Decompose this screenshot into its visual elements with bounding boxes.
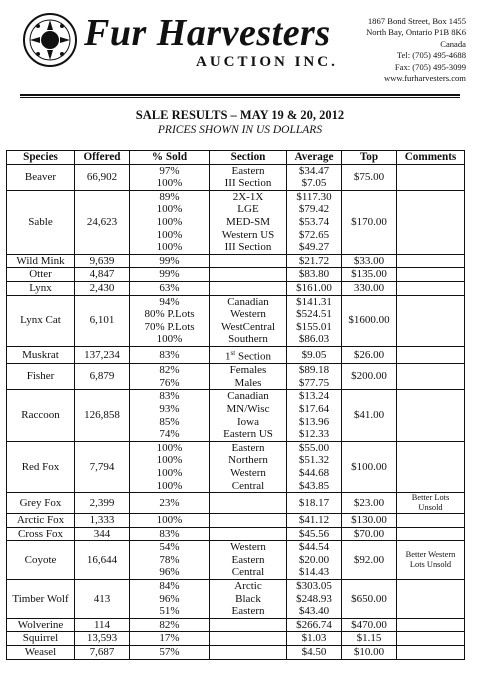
top-cell: $41.00 [342,390,397,441]
top-cell: $75.00 [342,164,397,190]
average-cell [287,295,342,346]
comments-cell [397,254,465,268]
sold-cell-line: 74% [159,428,180,441]
table-row [7,164,465,190]
species-cell: Beaver [7,164,75,190]
species-cell: Arctic Fox [7,514,75,528]
average-cell-line: $49.27 [298,241,330,254]
average-cell-line: $51.32 [298,454,330,467]
section-cell-line: 2X-1X [232,190,264,203]
section-cell-line: Western [230,466,266,479]
average-cell-line: $86.03 [298,333,330,346]
average-cell-line: $43.85 [298,479,330,492]
section-cell-line: Females [229,364,267,377]
table-row [7,441,465,492]
section-cell-line: Eastern [231,605,265,618]
offered-cell: 114 [75,618,130,632]
sold-cell-line: 57% [159,646,180,659]
table-row [7,618,465,632]
comments-cell: Better Western Lots Unsold [397,541,465,580]
top-cell: $200.00 [342,364,397,390]
sold-cell-line: 100% [156,454,183,467]
section-cell-line: Western [230,541,266,554]
sold-cell-line: 82% [159,618,180,631]
address-line: Fax: (705) 495-3099 [394,61,466,72]
sold-cell-line: 94% [159,295,180,308]
comments-cell [397,364,465,390]
offered-cell: 24,623 [75,190,130,254]
section-cell [210,364,287,390]
table-row [7,493,465,514]
address-line: Tel: (705) 495-4688 [396,50,466,61]
species-cell: Red Fox [7,441,75,492]
average-cell-line: $34.47 [298,164,330,177]
top-cell: $26.00 [342,346,397,363]
section-cell-line: Iowa [237,415,259,428]
sold-cell [130,346,210,363]
section-cell-line: Arctic [234,580,262,593]
species-cell: Otter [7,268,75,282]
average-cell-line: $1.03 [301,632,327,645]
comments-cell [397,646,465,660]
average-cell [287,527,342,541]
species-cell: Grey Fox [7,493,75,514]
section-cell-line: 1st Section [225,348,271,363]
comments-cell [397,346,465,363]
report-titles [0,108,480,136]
sold-cell-line: 100% [156,466,183,479]
address-line: Canada [440,38,466,49]
average-cell-line: $14.43 [298,566,330,579]
average-cell-line: $79.42 [298,203,330,216]
table-row [7,632,465,646]
sold-cell [130,164,210,190]
average-cell [287,514,342,528]
average-cell-line: $248.93 [296,592,332,605]
section-cell-line: Central [231,566,265,579]
col-header-average: Average [287,151,342,165]
average-cell-line: $7.05 [301,177,327,190]
sold-cell-line: 99% [159,268,180,281]
sold-cell-line: 83% [159,390,180,403]
sold-cell-line: 100% [156,203,183,216]
section-cell [210,541,287,580]
sold-cell-line: 80% P.Lots [144,308,195,321]
species-cell: Squirrel [7,632,75,646]
comments-cell [397,390,465,441]
table-row [7,190,465,254]
offered-cell: 6,101 [75,295,130,346]
average-cell-line: $12.33 [298,428,330,441]
offered-cell: 413 [75,580,130,619]
average-cell [287,441,342,492]
section-cell-line: Canadian [227,390,269,403]
average-cell-line: $21.72 [298,254,330,267]
sold-cell-line: 83% [159,527,180,540]
section-cell-line: WestCentral [220,320,276,333]
average-cell-line: $524.51 [296,308,332,321]
address-line: North Bay, Ontario P1B 8K6 [366,27,466,38]
section-cell [210,281,287,295]
table-row [7,364,465,390]
species-cell: Wolverine [7,618,75,632]
species-cell: Timber Wolf [7,580,75,619]
section-cell [210,514,287,528]
section-cell-line: Eastern [231,164,265,177]
average-cell-line: $17.64 [298,402,330,415]
sold-cell-line: 100% [156,215,183,228]
top-cell: $100.00 [342,441,397,492]
average-cell-line: $77.75 [298,376,330,389]
sold-cell-line: 99% [159,254,180,267]
col-header-offered: Offered [75,151,130,165]
average-cell-line: $13.24 [298,390,330,403]
col-header-comments: Comments [397,151,465,165]
comments-cell [397,441,465,492]
sold-cell-line: 23% [159,496,180,509]
species-cell: Weasel [7,646,75,660]
table-row [7,646,465,660]
letterhead [18,6,466,92]
average-cell-line: $72.65 [298,228,330,241]
comments-cell [397,295,465,346]
average-cell-line: $117.30 [296,190,332,203]
offered-cell: 1,333 [75,514,130,528]
average-cell-line: $83.80 [298,268,330,281]
section-cell-line: MN/Wisc [226,402,270,415]
section-cell-line: Western US [221,228,275,241]
top-cell: $1.15 [342,632,397,646]
sold-cell-line: 84% [159,580,180,593]
sold-cell-line: 54% [159,541,180,554]
species-cell: Raccoon [7,390,75,441]
section-cell-line: Eastern [231,441,265,454]
top-cell: $170.00 [342,190,397,254]
sold-cell [130,295,210,346]
comments-cell [397,190,465,254]
sold-cell [130,190,210,254]
average-cell-line: $9.05 [301,348,327,361]
average-cell [287,632,342,646]
top-cell: $10.00 [342,646,397,660]
average-cell [287,646,342,660]
sale-results-table [6,150,465,660]
offered-cell: 2,430 [75,281,130,295]
comments-cell [397,281,465,295]
average-cell-line: $266.74 [296,618,332,631]
sold-cell-line: 100% [156,177,183,190]
sold-cell-line: 76% [159,376,180,389]
offered-cell: 66,902 [75,164,130,190]
sold-cell [130,527,210,541]
offered-cell: 7,687 [75,646,130,660]
top-cell: $650.00 [342,580,397,619]
sold-cell-line: 70% P.Lots [144,320,195,333]
sold-cell-line: 63% [159,281,180,294]
sold-cell-line: 100% [156,441,183,454]
col-header-section: Section [210,151,287,165]
sold-cell-line: 96% [159,566,180,579]
average-cell-line: $18.17 [298,496,330,509]
table-row [7,527,465,541]
sold-cell [130,618,210,632]
average-cell [287,493,342,514]
top-cell: $135.00 [342,268,397,282]
offered-cell: 126,858 [75,390,130,441]
average-cell-line: $155.01 [296,320,332,333]
section-cell-line: Central [231,479,265,492]
report-subtitle: PRICES SHOWN IN US DOLLARS [157,124,323,136]
company-subtitle: AUCTION INC. [196,54,338,70]
sold-cell-line: 78% [159,553,180,566]
sold-cell-line: 51% [159,605,180,618]
section-cell [210,527,287,541]
offered-cell: 4,847 [75,268,130,282]
sold-cell [130,514,210,528]
offered-cell: 7,794 [75,441,130,492]
comments-cell [397,632,465,646]
section-cell-line: Western [230,308,266,321]
section-cell-line: LGE [237,203,259,216]
average-cell-line: $44.68 [298,466,330,479]
comments-cell [397,514,465,528]
average-cell [287,268,342,282]
company-name: Fur Harvesters [84,12,331,54]
average-cell-line: $53.74 [298,215,330,228]
table-row [7,580,465,619]
company-address [366,16,466,84]
species-cell: Fisher [7,364,75,390]
sold-cell [130,390,210,441]
species-cell: Muskrat [7,346,75,363]
sold-cell-line: 100% [156,228,183,241]
average-cell [287,254,342,268]
section-cell-line: Black [235,592,261,605]
header-divider [20,94,460,96]
section-cell [210,346,287,363]
top-cell: $92.00 [342,541,397,580]
section-cell-line: Northern [228,454,268,467]
average-cell [287,190,342,254]
section-cell-line: Eastern US [223,428,273,441]
top-cell: $33.00 [342,254,397,268]
average-cell-line: $89.18 [298,364,330,377]
header-divider-thin [20,97,460,98]
sold-cell [130,441,210,492]
top-cell: $23.00 [342,493,397,514]
section-cell [210,632,287,646]
sold-cell [130,541,210,580]
section-cell-line: Southern [228,333,268,346]
col-header-species: Species [7,151,75,165]
section-cell-line: Canadian [227,295,269,308]
section-cell [210,646,287,660]
average-cell-line: $161.00 [296,281,332,294]
average-cell [287,164,342,190]
average-cell-line: $13.96 [298,415,330,428]
top-cell: $1600.00 [342,295,397,346]
address-line: www.furharvesters.com [383,73,466,84]
sold-cell-line: 100% [156,241,183,254]
average-cell [287,346,342,363]
section-cell [210,618,287,632]
offered-cell: 344 [75,527,130,541]
sold-cell [130,268,210,282]
section-cell [210,164,287,190]
species-cell: Cross Fox [7,527,75,541]
sold-cell-line: 85% [159,415,180,428]
average-cell [287,580,342,619]
sold-cell-line: 97% [159,164,180,177]
sold-cell-line: 96% [159,592,180,605]
section-cell-line: III Section [224,241,272,254]
address-line: 1867 Bond Street, Box 1455 [367,16,466,26]
average-cell-line: $44.54 [298,541,330,554]
offered-cell: 13,593 [75,632,130,646]
comments-cell [397,268,465,282]
table-row [7,346,465,363]
sold-cell [130,646,210,660]
table-row [7,295,465,346]
section-cell [210,580,287,619]
sold-cell-line: 100% [156,479,183,492]
table-header-row [7,151,465,165]
average-cell [287,281,342,295]
section-cell [210,190,287,254]
section-cell [210,268,287,282]
sold-cell [130,281,210,295]
sold-cell-line: 93% [159,402,180,415]
sold-cell-line: 17% [159,632,180,645]
species-cell: Coyote [7,541,75,580]
table-row [7,514,465,528]
average-cell [287,618,342,632]
offered-cell: 137,234 [75,346,130,363]
section-cell-line: MED-SM [225,215,270,228]
average-cell-line: $41.12 [298,514,330,527]
offered-cell: 2,399 [75,493,130,514]
average-cell-line: $20.00 [298,553,330,566]
sold-cell-line: 100% [156,333,183,346]
offered-cell: 9,639 [75,254,130,268]
section-cell-line: III Section [224,177,272,190]
average-cell-line: $55.00 [298,441,330,454]
average-cell [287,364,342,390]
species-cell: Wild Mink [7,254,75,268]
table-row [7,390,465,441]
offered-cell: 16,644 [75,541,130,580]
col-header-sold: % Sold [130,151,210,165]
table-row [7,541,465,580]
section-cell [210,295,287,346]
average-cell [287,390,342,441]
section-cell-line: Males [234,376,262,389]
comments-cell [397,164,465,190]
sold-cell-line: 82% [159,364,180,377]
table-row [7,254,465,268]
table-row [7,281,465,295]
comments-cell [397,527,465,541]
sold-cell-line: 89% [159,190,180,203]
species-cell: Lynx Cat [7,295,75,346]
sold-cell [130,364,210,390]
col-header-top: Top [342,151,397,165]
sold-cell-line: 83% [159,348,180,361]
section-cell [210,254,287,268]
table-row [7,268,465,282]
sold-cell [130,493,210,514]
average-cell-line: $4.50 [301,646,327,659]
offered-cell: 6,879 [75,364,130,390]
top-cell: $470.00 [342,618,397,632]
average-cell [287,541,342,580]
comments-cell [397,580,465,619]
average-cell-line: $303.05 [296,580,332,593]
section-cell [210,390,287,441]
top-cell: 330.00 [342,281,397,295]
sold-cell-line: 100% [156,514,183,527]
sold-cell [130,632,210,646]
sold-cell [130,580,210,619]
average-cell-line: $43.40 [298,605,330,618]
section-cell [210,441,287,492]
top-cell: $70.00 [342,527,397,541]
average-cell-line: $45.56 [298,527,330,540]
average-cell-line: $141.31 [296,295,332,308]
section-cell-line: Eastern [231,553,265,566]
company-seal-icon [22,12,78,68]
comments-cell: Better Lots Unsold [397,493,465,514]
species-cell: Sable [7,190,75,254]
comments-cell [397,618,465,632]
report-title: SALE RESULTS – MAY 19 & 20, 2012 [135,108,345,122]
top-cell: $130.00 [342,514,397,528]
sold-cell [130,254,210,268]
section-cell [210,493,287,514]
species-cell: Lynx [7,281,75,295]
